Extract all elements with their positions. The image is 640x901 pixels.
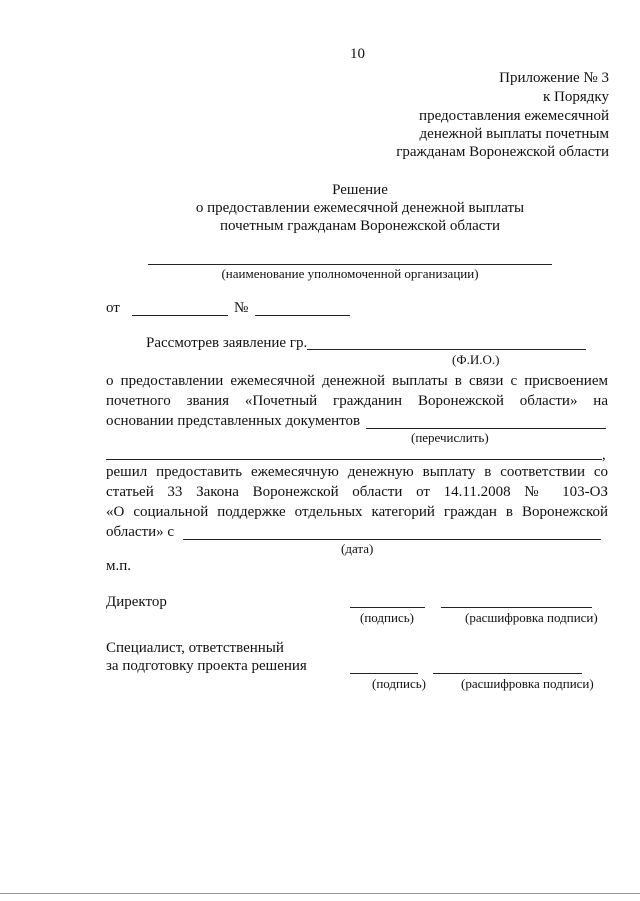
- comma: ,: [602, 447, 606, 463]
- body2-line-2: статьей 33 Закона Воронежской области от 14.11.2008 № 103-ОЗ: [106, 484, 608, 500]
- fio-field-line: [307, 349, 586, 350]
- document-subtitle-line-2: почетным гражданам Воронежской области: [219, 218, 501, 234]
- appendix-line-2: к Порядку: [543, 89, 609, 105]
- fio-caption: (Ф.И.О.): [452, 352, 500, 367]
- number-field-line: [255, 315, 350, 316]
- specialist-name-line: [433, 673, 582, 674]
- organization-caption: (наименование уполномоченной организации): [221, 266, 479, 281]
- date-caption: (дата): [341, 541, 374, 556]
- appendix-line-3: предоставления ежемесячной: [419, 108, 609, 124]
- scan-bottom-edge: [0, 893, 640, 894]
- specialist-label-line-1: Специалист, ответственный: [106, 640, 284, 656]
- date-field-line: [132, 315, 228, 316]
- appendix-line-5: гражданам Воронежской области: [396, 144, 609, 160]
- document-title: Решение: [332, 182, 388, 198]
- organization-field-line: [148, 264, 552, 265]
- list-caption: (перечислить): [411, 430, 489, 445]
- director-signature-line: [350, 607, 425, 608]
- director-signature-caption: (подпись): [360, 610, 414, 625]
- specialist-signature-caption: (подпись): [372, 676, 426, 691]
- appendix-line-4: денежной выплаты почетным: [419, 126, 609, 142]
- body-line-2: почетного звания «Почетный гражданин Воронежской области» на: [106, 393, 608, 409]
- date-start-field-line: [183, 539, 601, 540]
- document-subtitle-line-1: о предоставлении ежемесячной денежной выплаты: [195, 200, 525, 216]
- considered-label: Рассмотрев заявление гр.: [146, 335, 308, 351]
- director-name-caption: (расшифровка подписи): [465, 610, 598, 625]
- specialist-label-line-2: за подготовку проекта решения: [106, 658, 307, 674]
- documents-field-line-2: [106, 459, 602, 460]
- number-label: №: [234, 300, 249, 316]
- body-line-1: о предоставлении ежемесячной денежной выплаты в связи с присвоением: [106, 373, 608, 389]
- body-line-3: основании представленных документов: [106, 413, 361, 429]
- specialist-name-caption: (расшифровка подписи): [461, 676, 594, 691]
- body2-line-3: «О социальной поддержке отдельных категорий граждан в Воронежской: [106, 504, 608, 520]
- body2-line-1: решил предоставить ежемесячную денежную выплату в соответствии со: [106, 464, 608, 480]
- appendix-line-1: Приложение № 3: [499, 70, 609, 86]
- page-number: 10: [350, 46, 365, 62]
- director-name-line: [441, 607, 592, 608]
- date-from-label: от: [106, 300, 120, 316]
- director-label: Директор: [106, 594, 167, 610]
- body2-line-4: области» с: [106, 524, 175, 540]
- stamp-place: м.п.: [106, 558, 132, 574]
- specialist-signature-line: [350, 673, 418, 674]
- documents-field-line: [366, 428, 606, 429]
